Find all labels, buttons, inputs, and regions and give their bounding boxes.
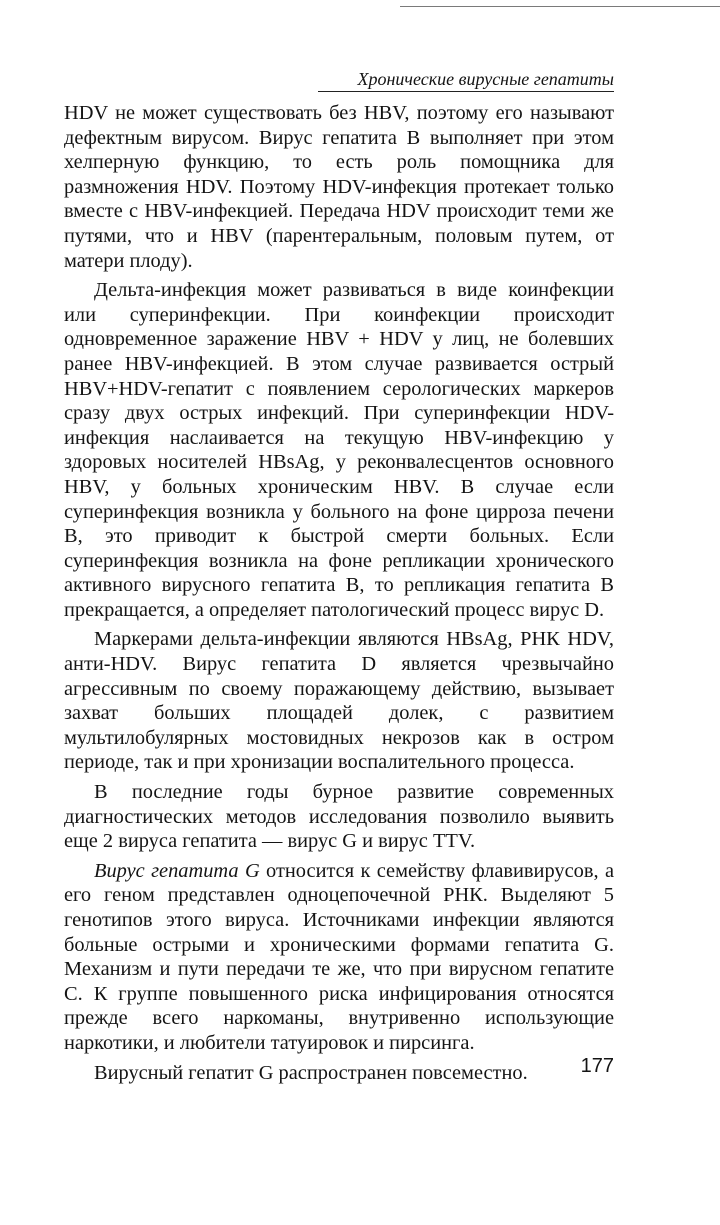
paragraph-hepatitis-g-spread: Вирусный гепатит G распространен повсеместно.	[94, 1061, 528, 1084]
paragraph-delta-markers: Маркерами дельта-инфекции являются HBsAg, РНК HDV, анти-HDV. Вирус гепатита D является чрезвычайно агрессивным по своему поражающему действию, вызывает захват больших площадей долек, с развитием мультилобулярных мостовидных некрозов как в остром периоде, так и при хронизации воспалительного процесса.	[64, 628, 614, 774]
header-underline	[318, 91, 614, 92]
paragraph-hdv-defective: HDV не может существовать без HBV, поэтому его называют дефектным вирусом. Вирус гепатита B выполняет при этом хелперную функцию, то есть роль помощника для размножения HDV. Поэтому HDV-инфекция протекает только вместе с HBV-инфекцией. Передача HDV происходит теми же путями, что и HBV (парентеральным, половым путем, от матери плоду).	[64, 102, 614, 272]
page-body	[64, 101, 614, 1090]
paragraph-delta-infection: Дельта-инфекция может развиваться в виде коинфекции или суперинфекции. При коинфекции происходит одновременное заражение HBV + HDV у лиц, не болевших ранее HBV-инфекцией. В этом случае развивается острый HBV+HDV-гепатит с появлением серологических маркеров сразу двух острых инфекций. При суперинфекции HDV-инфекция наслаивается на текущую HBV-инфекцию у здоровых носителей HBsAg, у реконвалесцентов основного HBV, у больных хроническим HBV. В случае если суперинфекция возникла у больного на фоне цирроза печени B, это приводит к быстрой смерти больных. Если суперинфекция возникла на фоне репликации хронического активного вирусного гепатита B, то репликация гепатита B прекращается, а определяет патологический процесс вирус D.	[64, 279, 614, 621]
paragraph-hepatitis-g	[64, 859, 614, 1056]
top-edge-rule	[400, 6, 720, 7]
page-number: 177	[580, 1055, 614, 1077]
paragraph-new-viruses: В последние годы бурное развитие современных диагностических методов исследования позволило выявить еще 2 вируса гепатита — вирус G и вирус TTV.	[64, 781, 614, 853]
hepatitis-g-body: относится к семейству флавивирусов, а его геном представлен одноцепочечной РНК. Выделяют 5 генотипов этого вируса. Источниками инфекции являются больные острыми и хроническими формами гепатита G. Механизм и пути передачи те же, что при вирусном гепатите C. К группе повышенного риска инфицирования относятся прежде всего наркоманы, внутривенно использующие наркотики, и любители татуировок и пирсинга.	[64, 859, 614, 1054]
hepatitis-g-lead-term: Вирус гепатита G	[94, 859, 260, 882]
running-header: Хронические вирусные гепатиты	[357, 69, 614, 89]
